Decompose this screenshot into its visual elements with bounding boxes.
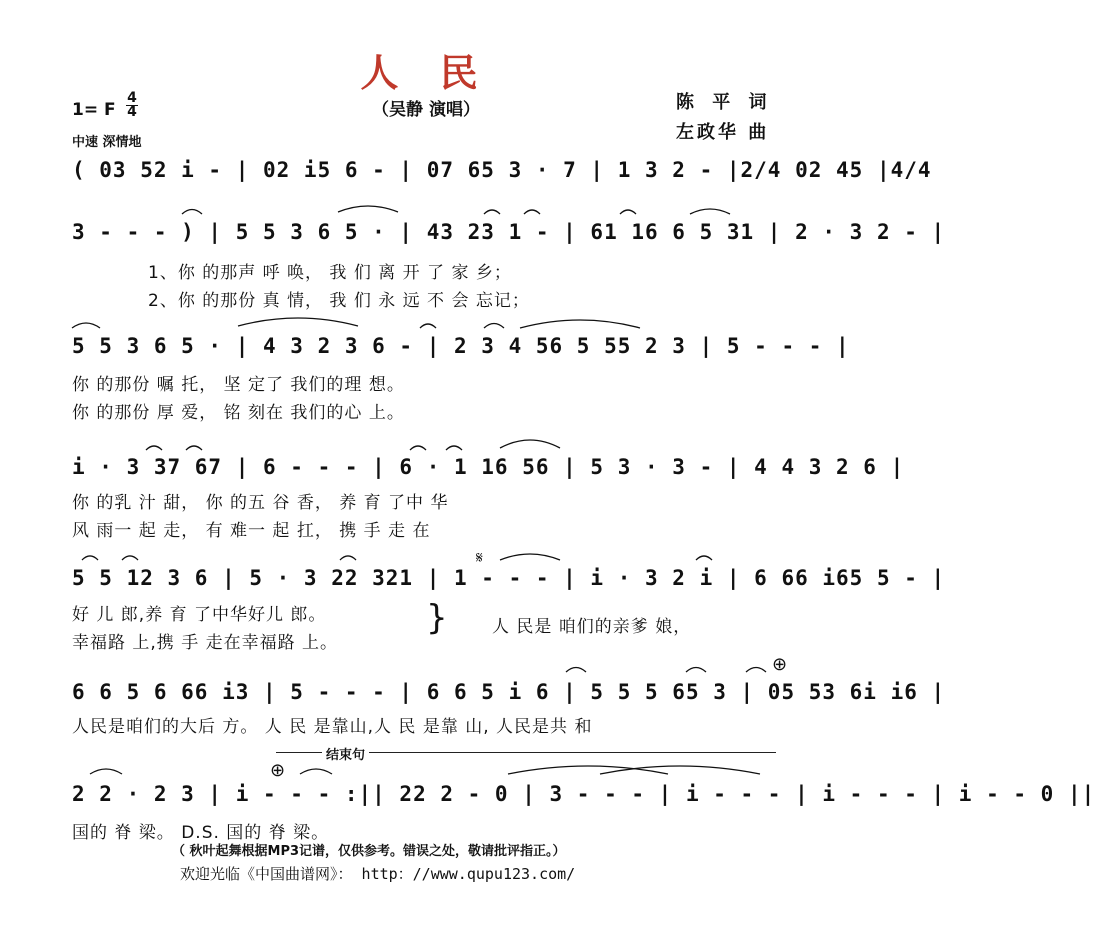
lyric-line-2-verse-1: 1、你 的那声 呼 唤， 我 们 离 开 了 家 乡； — [148, 263, 512, 283]
score-line-1: ( 03 52 i - | 02 i5 6 - | 07 65 3 · 7 | 1 3 2 - |2/4 02 45 |4/4 — [72, 158, 932, 182]
verse-brace: } — [426, 598, 448, 638]
lyric-line-2-verse-2: 2、你 的那份 真 情， 我 们 永 远 不 会 忘记； — [148, 291, 530, 311]
lyric-line-3-verse-2: 你 的那份 厚 爱， 铭 刻在 我们的心 上。 — [72, 403, 405, 423]
lyricist-credit: 陈 平 词 — [676, 92, 773, 113]
lyric-line-7: 国的 脊 梁。 D.S. 国的 脊 梁。 — [72, 823, 330, 843]
score-line-4: i · 3 37 67 | 6 - - - | 6 · 1 16 56 | 5 3 · 3 - | 4 4 3 2 6 | — [72, 455, 905, 479]
score-line-3: 5 5 3 6 5 · | 4 3 2 3 6 - | 2 3 4 56 5 55 2 3 | 5 - - - | — [72, 334, 850, 358]
tempo-marking: 中速 深情地 — [72, 135, 142, 150]
lyric-line-6: 人民是咱们的大后 方。 人 民 是靠山,人 民 是靠 山, 人民是共 和 — [72, 717, 593, 737]
lyric-line-3-verse-1: 你 的那份 嘱 托， 坚 定了 我们的理 想。 — [72, 375, 405, 395]
composer-credit: 左政华 曲 — [676, 122, 770, 143]
time-signature: 4 4 — [127, 90, 137, 120]
segno-sign: 𝄋 — [476, 548, 483, 567]
transcription-note: （ 秋叶起舞根据MP3记谱，仅供参考。错误之处，敬请批评指正。） — [172, 844, 566, 859]
score-line-2: 3 - - - ) | 5 5 3 6 5 · | 43 23 1 - | 61 16 6 5 31 | 2 · 3 2 - | — [72, 220, 946, 244]
lyric-line-5-verse-2: 幸福路 上,携 手 走在幸福路 上。 — [72, 633, 339, 653]
score-line-7: 2 2 · 2 3 | i - - - :|| 22 2 - 0 | 3 - - - | i - - - | i - - - | i - - 0 || — [72, 782, 1095, 806]
score-line-6: 6 6 5 6 66 i3 | 5 - - - | 6 6 5 i 6 | 5 5 5 65 3 | 05 53 6i i6 | — [72, 680, 946, 704]
site-link[interactable]: 欢迎光临《中国曲谱网》： http：//www.qupu123.com/ — [180, 865, 576, 883]
coda-sign: ⊕ — [772, 654, 788, 675]
key-signature: 1= F — [72, 100, 116, 120]
lyric-line-4-verse-1: 你 的乳 汁 甜， 你 的五 谷 香， 养 育 了中 华 — [72, 493, 449, 513]
song-subtitle: （吴静 演唱） — [372, 100, 480, 120]
coda-sign-ending: ⊕ — [270, 760, 286, 781]
song-title: 人 民 — [360, 51, 492, 95]
score-line-5: 5 5 12 3 6 | 5 · 3 22 321 | 1 - - - | i · 3 2 i | 6 66 i65 5 - | — [72, 566, 946, 590]
lyric-line-5-verse-1: 好 儿 郎,养 育 了中华好儿 郎。 — [72, 605, 327, 625]
lyric-line-4-verse-2: 风 雨一 起 走， 有 难一 起 扛， 携 手 走 在 — [72, 521, 431, 541]
ending-label: 结束句 — [322, 744, 369, 763]
lyric-line-5-refrain: 人 民是 咱们的亲爹 娘， — [492, 617, 692, 637]
